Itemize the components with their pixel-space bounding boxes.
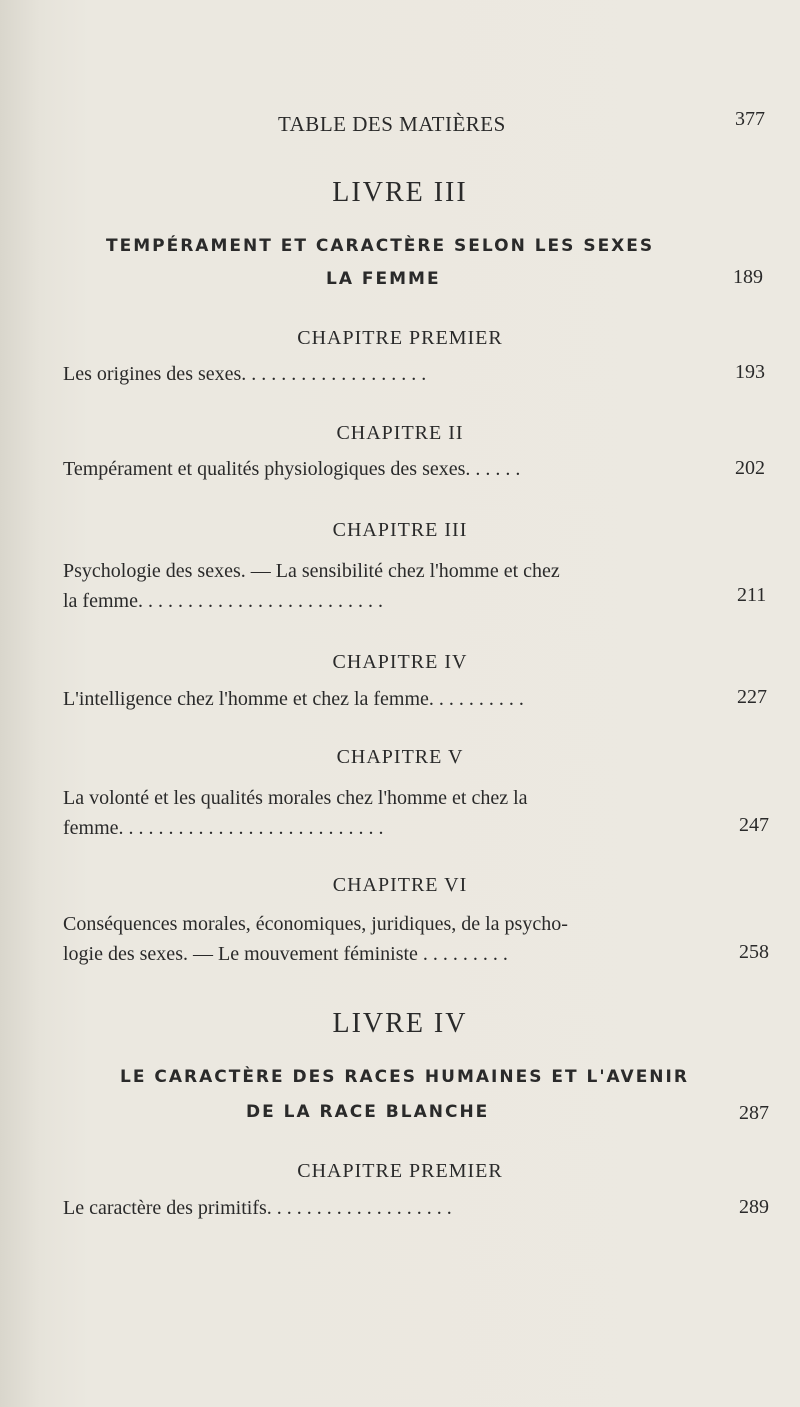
chapter-page: 193 [735, 361, 765, 383]
livre-4-page: 287 [739, 1102, 769, 1124]
chapter-entry-line: Les origines des sexes. . . . . . . . . . . . . . . . . . . [63, 363, 427, 385]
chapter-entry-line: Le caractère des primitifs. . . . . . . . . . . . . . . . . . . [63, 1197, 452, 1219]
livre-4-heading: LIVRE IV [332, 1008, 468, 1039]
chapter-entry-line: logie des sexes. — Le mouvement féministe . . . . . . . . . [63, 943, 508, 965]
chapter-page: 258 [739, 941, 769, 963]
chapter-heading: CHAPITRE II [336, 422, 464, 444]
chapter-entry-line: Psychologie des sexes. — La sensibilité chez l'homme et chez [63, 560, 560, 582]
livre-3-heading: LIVRE III [332, 177, 468, 208]
chapter-page: 211 [737, 584, 767, 606]
chapter-heading: CHAPITRE IV [332, 651, 468, 673]
chapter-heading: CHAPITRE VI [332, 874, 468, 896]
chapter-entry-line: Tempérament et qualités physiologiques des sexes. . . . . . [63, 458, 521, 480]
running-title: TABLE DES MATIÈRES [278, 112, 506, 136]
chapter-page: 202 [735, 457, 765, 479]
chapter-heading: CHAPITRE PREMIER [297, 327, 503, 349]
page-number: 377 [735, 108, 765, 130]
chapter-entry-line: L'intelligence chez l'homme et chez la femme. . . . . . . . . . [63, 688, 524, 710]
livre-3-page: 189 [733, 266, 763, 288]
chapter-heading: CHAPITRE III [332, 519, 468, 541]
chapter-entry-line: Conséquences morales, économiques, juridiques, de la psycho- [63, 913, 568, 935]
chapter-entry-line: femme. . . . . . . . . . . . . . . . . . . . . . . . . . . [63, 817, 384, 839]
livre-3-subtitle-line1: TEMPÉRAMENT ET CARACTÈRE SELON LES SEXES [106, 236, 655, 256]
chapter-entry-line: la femme. . . . . . . . . . . . . . . . . . . . . . . . . [63, 590, 383, 612]
chapter-heading: CHAPITRE V [336, 746, 464, 768]
livre-4-subtitle-line2: DE LA RACE BLANCHE [246, 1102, 490, 1122]
chapter-entry-line: La volonté et les qualités morales chez l'homme et chez la [63, 787, 528, 809]
livre-3-subtitle-line2: LA FEMME [326, 269, 441, 289]
chapter-page: 247 [739, 814, 769, 836]
chapter-page: 289 [739, 1196, 769, 1218]
chapter-heading: CHAPITRE PREMIER [297, 1160, 503, 1182]
chapter-page: 227 [737, 686, 767, 708]
livre-4-subtitle-line1: LE CARACTÈRE DES RACES HUMAINES ET L'AVENIR [120, 1067, 689, 1087]
